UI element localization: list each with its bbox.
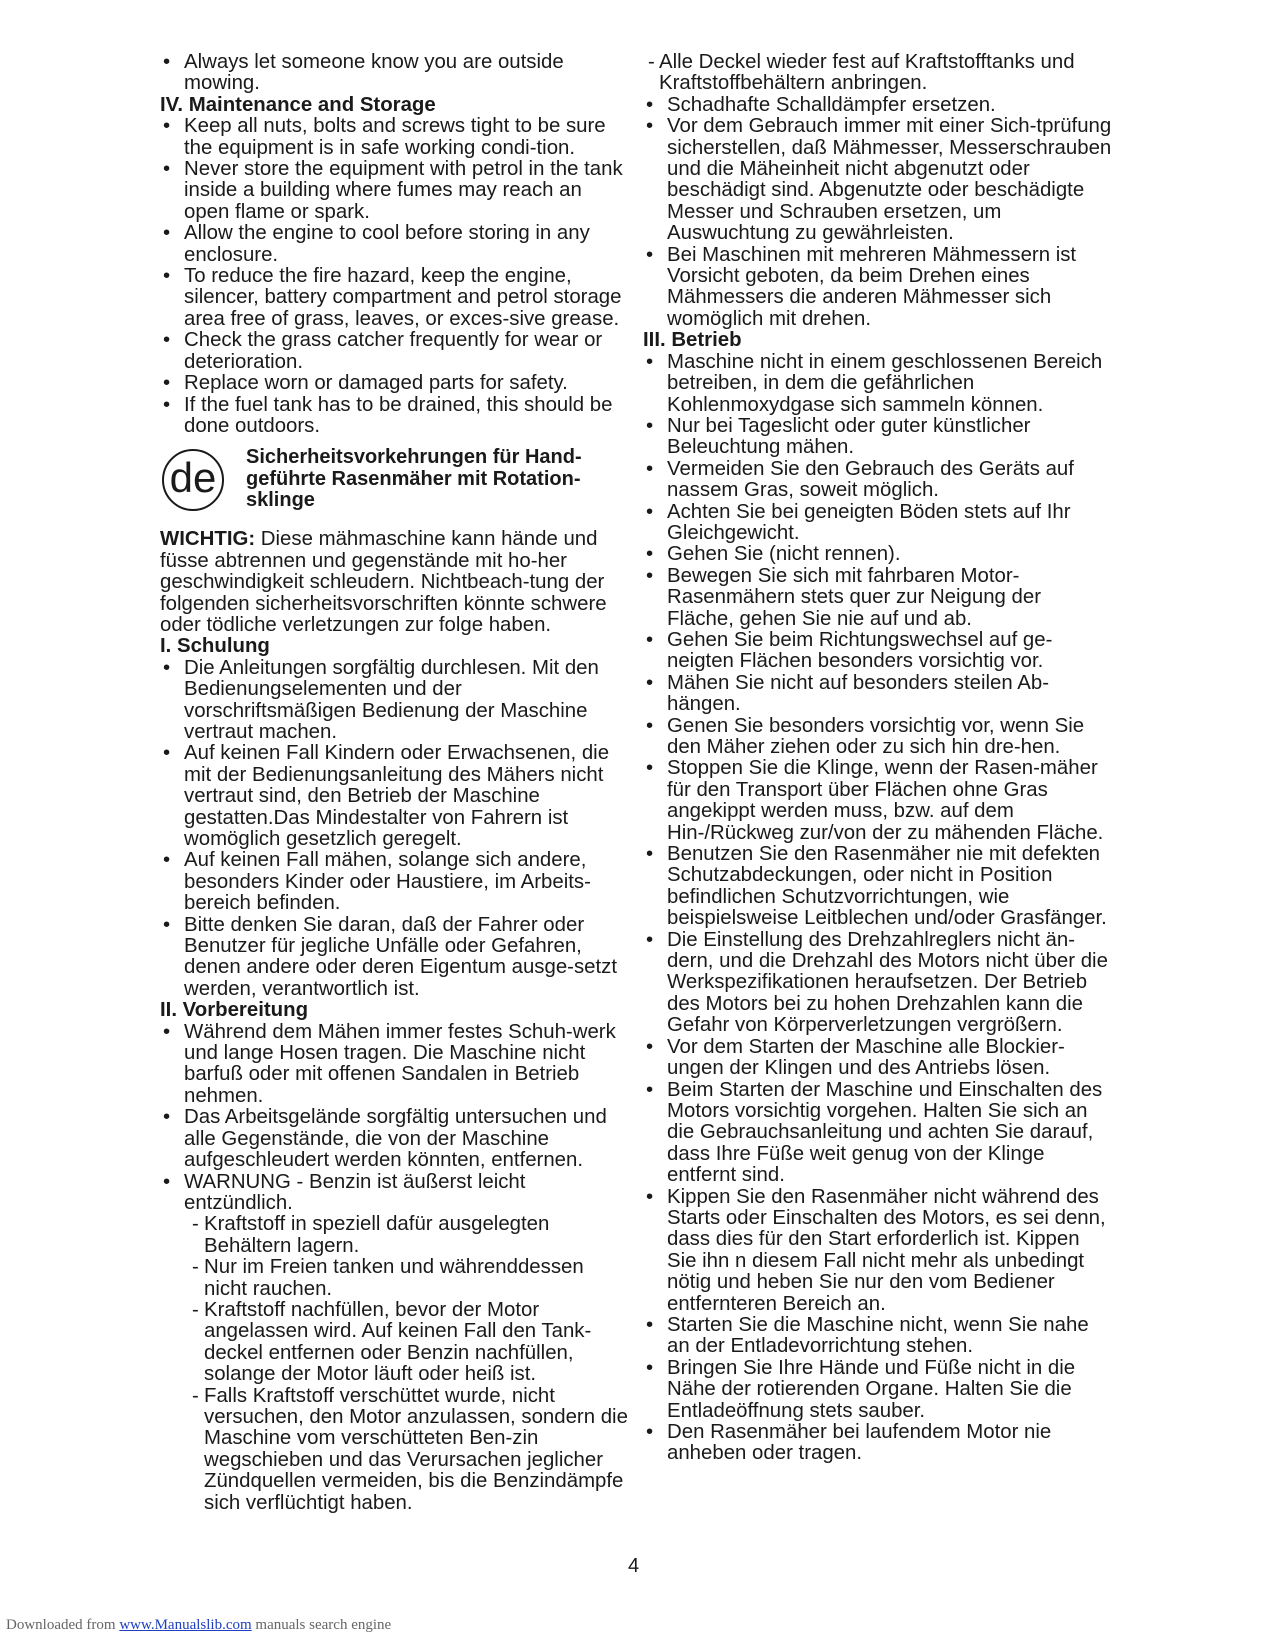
bullet-item: • Achten Sie bei geneigten Böden stets auf Ihr Gleichgewicht. (643, 502, 1113, 545)
bullet-item: • Allow the engine to cool before storing in any enclosure. (160, 223, 630, 266)
bullet-item: • Bewegen Sie sich mit fahrbaren Motor-Rasenmähern stets quer zur Neigung der Fläche, gehen Sie nie auf und ab. (643, 566, 1113, 630)
bullet-item: • Bei Maschinen mit mehreren Mähmessern ist Vorsicht geboten, da beim Drehen eines Mähmessers die anderen Mähmesser sich womöglich mit drehen. (643, 245, 1113, 331)
section-heading: I. Schulung (160, 635, 270, 658)
download-footer (6, 1617, 391, 1634)
bullet-item: • Genen Sie besonders vorsichtig vor, wenn Sie den Mäher ziehen oder zu sich hin dre-hen. (643, 716, 1113, 759)
right-column (643, 52, 1113, 1465)
bullet-item: • Benutzen Sie den Rasenmäher nie mit defekten Schutzabdeckungen, oder nicht in Position befindlichen Schutzvorrichtungen, wie beispielsweise Leitblechen und/oder Grasfänger. (643, 844, 1113, 930)
bullet-item: • Keep all nuts, bolts and screws tight to be sure the equipment is in safe working condi-tion. (160, 116, 630, 159)
dash-item: - Kraftstoff nachfüllen, bevor der Motor angelassen wird. Auf keinen Fall den Tank-deckel entfernen oder Benzin nachfüllen, solange der Motor läuft oder heiß ist. (160, 1300, 630, 1386)
bullet-item: • Die Anleitungen sorgfältig durchlesen. Mit den Bedienungselementen und der vorschriftsmäßigen Bedienung der Maschine vertraut machen. (160, 658, 630, 744)
bullet-item: • Nur bei Tageslicht oder guter künstlicher Beleuchtung mähen. (643, 416, 1113, 459)
bullet-item: • Always let someone know you are outside mowing. (160, 52, 630, 95)
bullet-item: • Kippen Sie den Rasenmäher nicht während des Starts oder Einschalten des Motors, es sei denn, dass dies für den Start erforderlich ist. Kippen Sie ihn n diesem Fall nicht mehr als unbedingt nötig und heben Sie nur den vom Bediener entfernteren Bereich an. (643, 1187, 1113, 1315)
maintenance-list (160, 52, 630, 437)
bullet-item: • Vor dem Gebrauch immer mit einer Sich-tprüfung sicherstellen, daß Mähmesser, Messerschrauben und die Mäheinheit nicht abgenutzt oder beschädigt sind. Abgenutzte oder beschädigte Messer und Schrauben ersetzen, um Auswuchtung zu gewährleisten. (643, 116, 1113, 244)
manualslib-link[interactable]: www.Manualslib.com (119, 1617, 252, 1633)
bullet-item: • Gehen Sie (nicht rennen). (643, 544, 1113, 565)
bullet-item: • Den Rasenmäher bei laufendem Motor nie anheben oder tragen. (643, 1422, 1113, 1465)
bullet-item: • Bringen Sie Ihre Hände und Füße nicht in die Nähe der rotierenden Organe. Halten Sie die Entladeöffnung stets sauber. (643, 1358, 1113, 1422)
bullet-item: • Vermeiden Sie den Gebrauch des Geräts auf nassem Gras, soweit möglich. (643, 459, 1113, 502)
bullet-item: • Mähen Sie nicht auf besonders steilen Ab-hängen. (643, 673, 1113, 716)
betrieb-list (643, 52, 1113, 1465)
bullet-item: • Auf keinen Fall Kindern oder Erwachsenen, die mit der Bedienungsanleitung des Mähers nicht vertraut sind, den Betrieb der Maschine gestatten.Das Mindestalter von Fahrern ist womöglich gesetzlich geregelt. (160, 743, 630, 850)
section-heading: III. Betrieb (643, 329, 742, 352)
dash-item: - Kraftstoff in speziell dafür ausgelegten Behältern lagern. (160, 1214, 630, 1257)
page-number: 4 (628, 1555, 640, 1577)
schulung-vorbereitung-list (160, 636, 630, 1514)
important-text: Diese mähmaschine kann hände und füsse abtrennen und gegenstände mit ho-her geschwindigkeit schleudern. Nichtbeach-tung der folgenden sicherheitsvorschriften könnte schwere oder tödliche verletzungen zur folge haben. (160, 528, 607, 636)
dash-item: - Alle Deckel wieder fest auf Kraftstofftanks und Kraftstoffbehältern anbringen. (643, 52, 1113, 95)
footer-suffix: manuals search engine (251, 1617, 392, 1633)
bullet-item: • Stoppen Sie die Klinge, wenn der Rasen-mäher für den Transport über Flächen ohne Gras angekippt werden muss, bzw. auf dem Hin-/Rückweg zur/von der zu mähenden Fläche. (643, 758, 1113, 844)
dash-item: - Falls Kraftstoff verschüttet wurde, nicht versuchen, den Motor anzulassen, sondern die Maschine vom verschütteten Ben-zin wegschieben und das Verursachen jeglicher Zündquellen vermeiden, bis die Benzindämpfe sich verflüchtigt haben. (160, 1386, 630, 1514)
footer-prefix: Downloaded from (6, 1617, 120, 1633)
bullet-item: • Starten Sie die Maschine nicht, wenn Sie nahe an der Entladevorrichtung stehen. (643, 1315, 1113, 1358)
bullet-item: • WARNUNG - Benzin ist äußerst leicht entzündlich. (160, 1172, 630, 1215)
important-notice (160, 529, 630, 636)
dash-item: - Nur im Freien tanken und währenddessen nicht rauchen. (160, 1257, 630, 1300)
bullet-item: • Die Einstellung des Drehzahlreglers nicht än-dern, und die Drehzahl des Motors nicht über die Werkspezifikationen heraufsetzen. Der Betrieb des Motors bei zu hohen Drehzahlen kann die Gefahr von Körperverletzungen vergrößern. (643, 930, 1113, 1037)
bullet-item: • Schadhafte Schalldämpfer ersetzen. (643, 95, 1113, 116)
language-badge-icon: de (162, 449, 224, 511)
bullet-item: • To reduce the fire hazard, keep the engine, silencer, battery compartment and petrol storage area free of grass, leaves, or exces-sive grease. (160, 266, 630, 330)
bullet-item: • Replace worn or damaged parts for safety. (160, 373, 630, 394)
bullet-item: • If the fuel tank has to be drained, this should be done outdoors. (160, 395, 630, 438)
bullet-item: • Maschine nicht in einem geschlossenen Bereich betreiben, in dem die gefährlichen Kohlenmoxydgase sich sammeln können. (643, 352, 1113, 416)
bullet-item: • Das Arbeitsgelände sorgfältig untersuchen und alle Gegenstände, die von der Maschine aufgeschleudert werden könnten, entfernen. (160, 1107, 630, 1171)
bullet-item: • Vor dem Starten der Maschine alle Blockier-ungen der Klingen und des Antriebs lösen. (643, 1037, 1113, 1080)
bullet-item: • Check the grass catcher frequently for wear or deterioration. (160, 330, 630, 373)
bullet-item: • Beim Starten der Maschine und Einschalten des Motors vorsichtig vorgehen. Halten Sie sich an die Gebrauchsanleitung und achten Sie darauf, dass Ihre Füße weit genug von der Klinge entfernt sind. (643, 1080, 1113, 1187)
german-section-header (160, 447, 630, 517)
bullet-item: • Auf keinen Fall mähen, solange sich andere, besonders Kinder oder Haustiere, im Arbeits-bereich befinden. (160, 850, 630, 914)
bullet-item: • Bitte denken Sie daran, daß der Fahrer oder Benutzer für jegliche Unfälle oder Gefahren, denen andere oder deren Eigentum ausge-setzt werden, verantwortlich ist. (160, 915, 630, 1001)
bullet-item: • Während dem Mähen immer festes Schuh-werk und lange Hosen tragen. Die Maschine nicht barfuß oder mit offenen Sandalen in Betrieb nehmen. (160, 1022, 630, 1108)
german-section-title: Sicherheitsvorkehrungen für Hand-geführte Rasenmäher mit Rotation-sklinge (246, 446, 582, 512)
bullet-item: • Gehen Sie beim Richtungswechsel auf ge-neigten Flächen besonders vorsichtig vor. (643, 630, 1113, 673)
section-heading: II. Vorbereitung (160, 999, 309, 1022)
left-column (160, 52, 630, 1514)
important-label: WICHTIG: (160, 528, 256, 551)
section-heading: IV. Maintenance and Storage (160, 93, 436, 116)
bullet-item: • Never store the equipment with petrol in the tank inside a building where fumes may reach an open flame or spark. (160, 159, 630, 223)
